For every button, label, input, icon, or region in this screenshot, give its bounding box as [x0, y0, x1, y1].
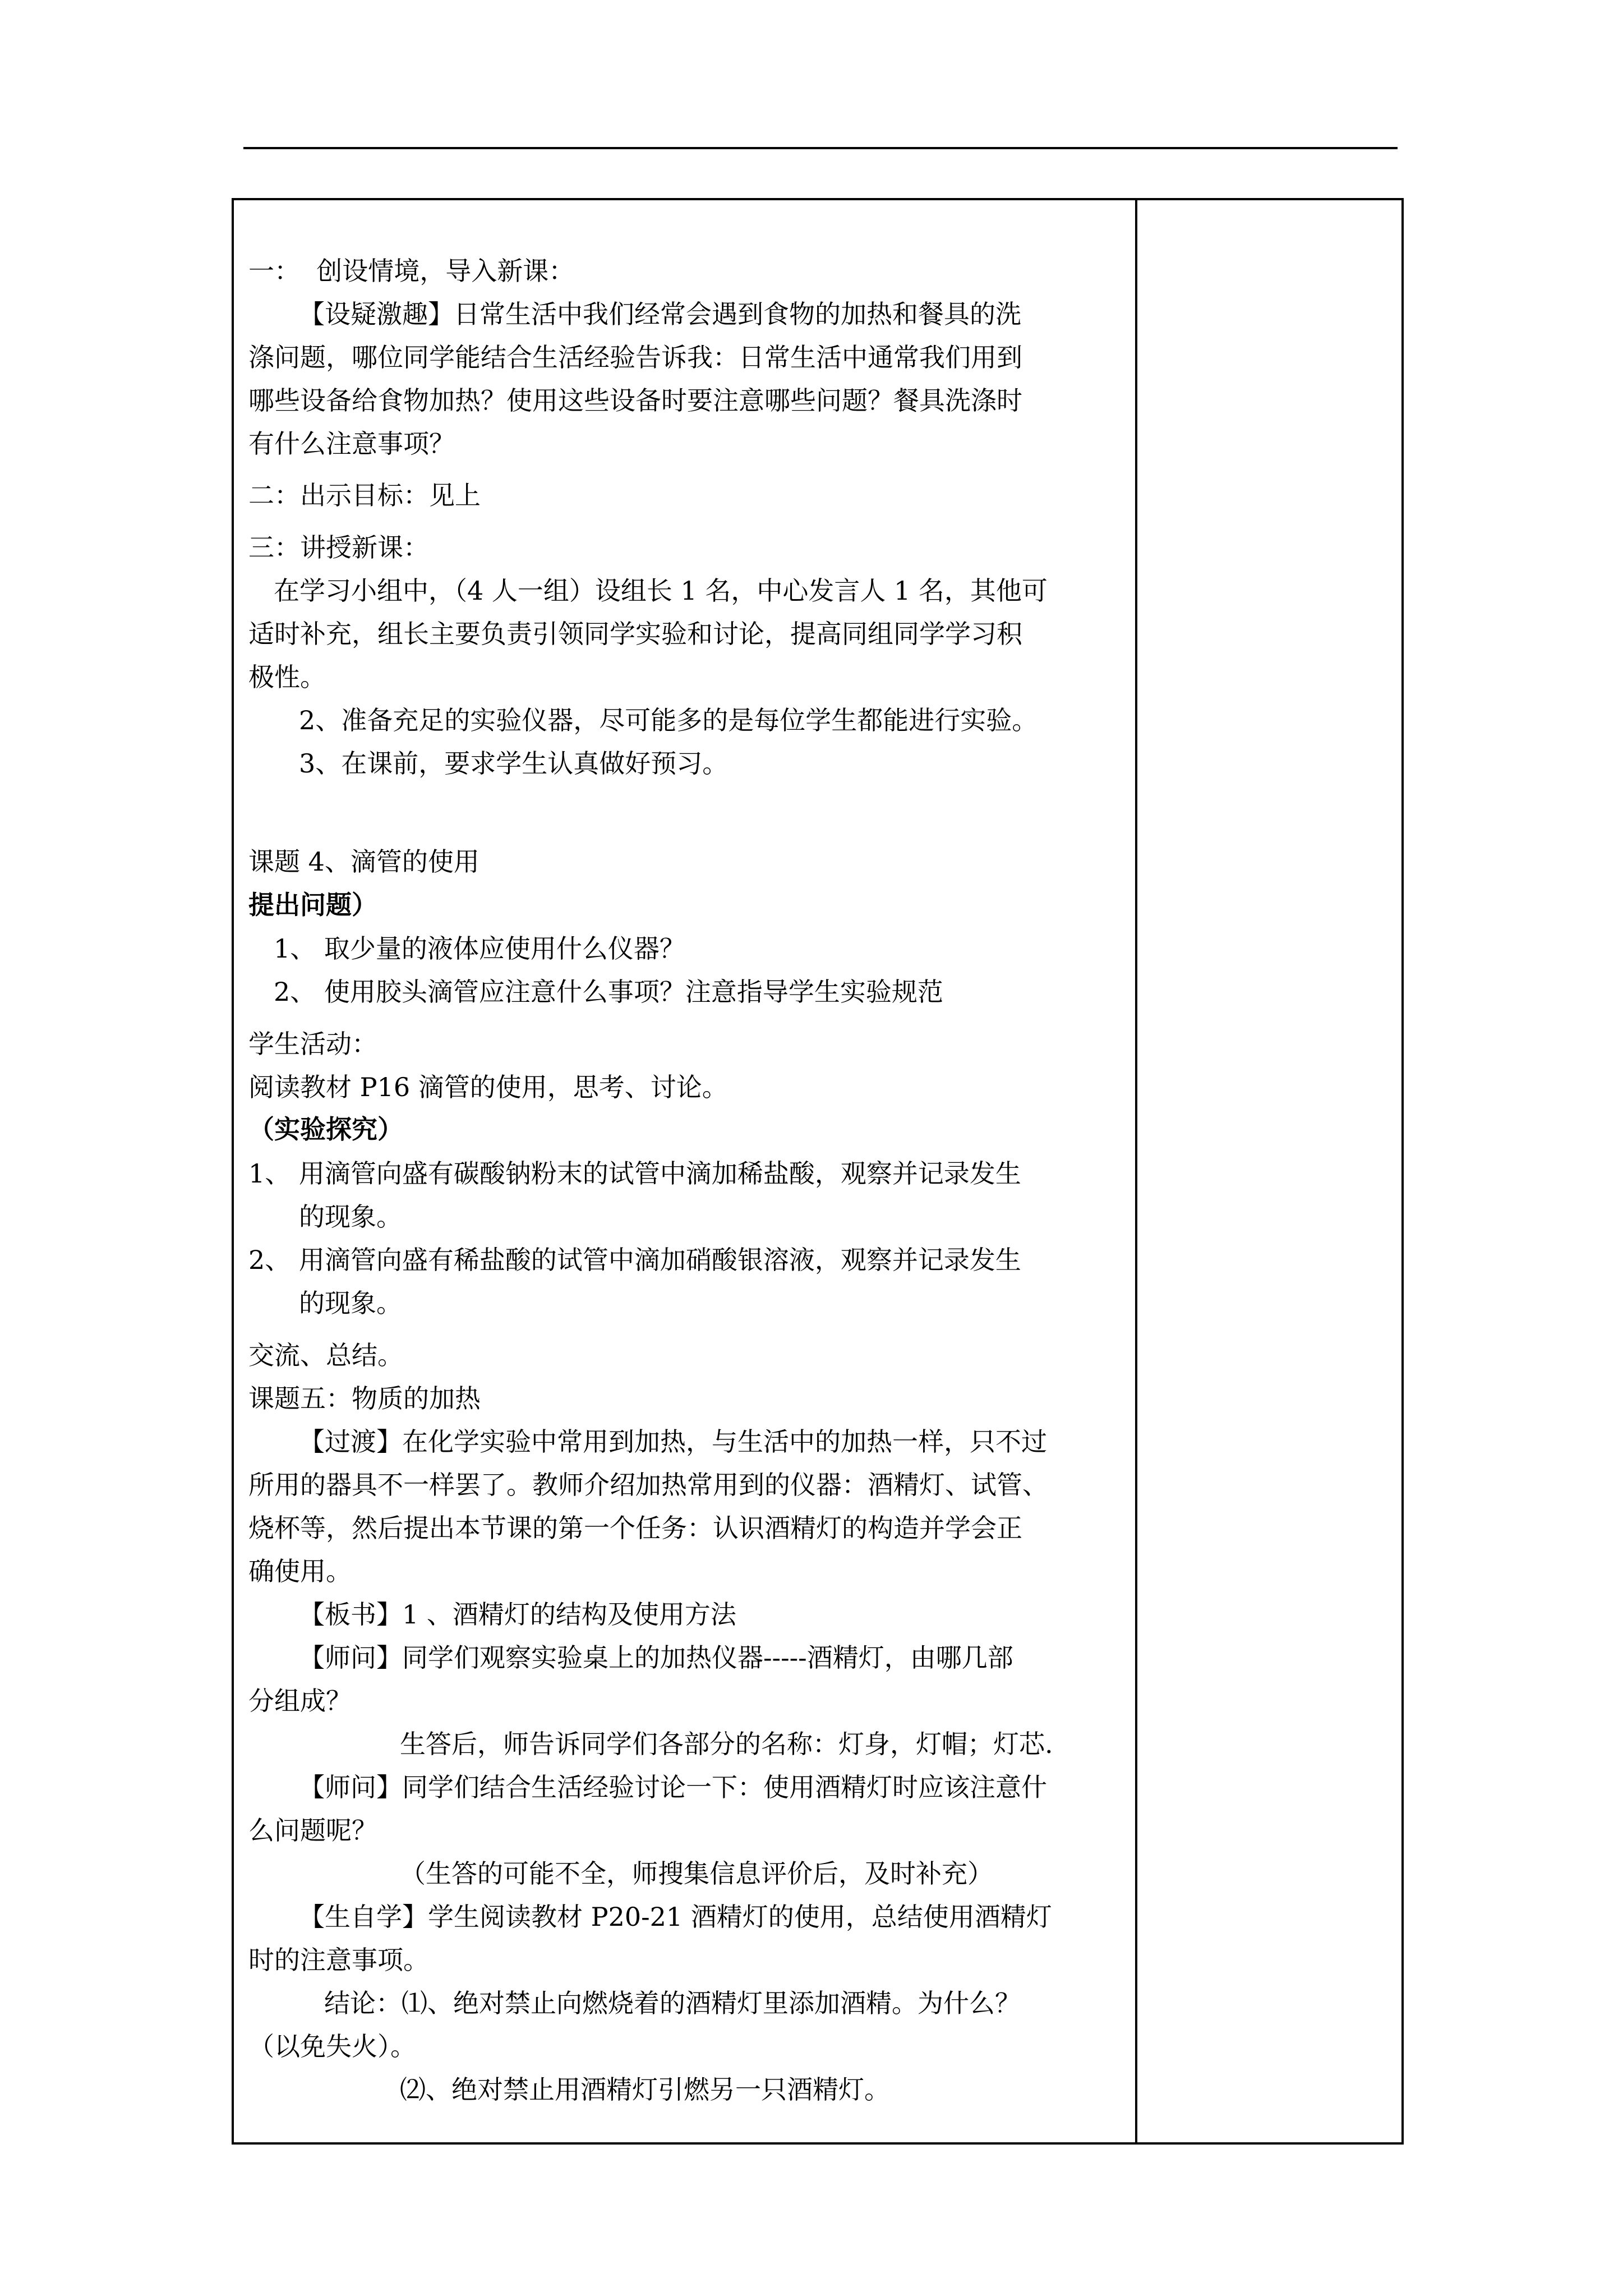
paragraph-line: 么问题呢？: [248, 1815, 377, 1846]
paragraph-line: （生答的可能不全，师搜集信息评价后，及时补充）: [400, 1858, 993, 1889]
paragraph-line: 所用的器具不一样罢了。教师介绍加热常用到的仪器：酒精灯、试管、: [248, 1470, 1048, 1500]
paragraph-line: 分组成？: [248, 1686, 352, 1716]
list-item: 2、 使用胶头滴管应注意什么事项？注意指导学生实验规范: [274, 977, 943, 1007]
paragraph-line: 【师问】同学们观察实验桌上的加热仪器-----酒精灯，由哪几部: [299, 1642, 1013, 1673]
paragraph-line: （以免失火）。: [248, 2031, 416, 2062]
paragraph-line: 阅读教材 P16 滴管的使用，思考、讨论。: [248, 1072, 728, 1102]
notes-cell: [1137, 200, 1401, 2142]
section-heading-goals: 二：出示目标：见上: [248, 480, 481, 510]
section-heading-teaching: 三：讲授新课：: [248, 532, 429, 563]
paragraph-line: 在学习小组中，（4 人一组）设组长 1 名，中心发言人 1 名，其他可: [274, 576, 1048, 606]
list-item: 1、 取少量的液体应使用什么仪器？: [274, 933, 685, 964]
subheading: 提出问题）: [248, 890, 377, 920]
paragraph-line: 【师问】同学们结合生活经验讨论一下：使用酒精灯时应该注意什: [299, 1772, 1047, 1802]
paragraph-line: ⑵、绝对禁止用酒精灯引燃另一只酒精灯。: [400, 2074, 890, 2105]
paragraph-line: 烧杯等，然后提出本节课的第一个任务：认识酒精灯的构造并学会正: [248, 1513, 1022, 1543]
topic-title: 课题 4、滴管的使用: [248, 846, 479, 877]
paragraph-line: 哪些设备给食物加热？使用这些设备时要注意哪些问题？餐具洗涤时: [248, 385, 1022, 416]
list-item: 2、 用滴管向盛有稀盐酸的试管中滴加硝酸银溶液，观察并记录发生: [248, 1245, 1021, 1275]
paragraph-line: 时的注意事项。: [248, 1945, 429, 1975]
paragraph-line: 确使用。: [248, 1556, 352, 1586]
list-item-continuation: 的现象。: [299, 1288, 402, 1318]
paragraph-line: 交流、总结。: [248, 1340, 403, 1370]
paragraph-line: 生答后，师告诉同学们各部分的名称：灯身，灯帽；灯芯.: [400, 1729, 1053, 1759]
paragraph-line: 涤问题，哪位同学能结合生活经验告诉我：日常生活中通常我们用到: [248, 342, 1022, 372]
label: 学生活动：: [248, 1029, 377, 1059]
paragraph-line: 【板书】1 、酒精灯的结构及使用方法: [299, 1599, 736, 1630]
paragraph-line: 【设疑激趣】日常生活中我们经常会遇到食物的加热和餐具的洗: [299, 299, 1021, 329]
list-item: 3、在课前，要求学生认真做好预习。: [299, 748, 728, 779]
list-item: 1、 用滴管向盛有碳酸钠粉末的试管中滴加稀盐酸，观察并记录发生: [248, 1158, 1021, 1189]
paragraph-line: 结论：⑴、绝对禁止向燃烧着的酒精灯里添加酒精。为什么？: [324, 1988, 1021, 2018]
paragraph-line: 适时补充，组长主要负责引领同学实验和讨论，提高同组同学学习积: [248, 619, 1022, 649]
paragraph-line: 有什么注意事项？: [248, 429, 455, 459]
section-heading-intro: 一： 创设情境，导入新课：: [248, 256, 575, 286]
list-item-continuation: 的现象。: [299, 1202, 402, 1232]
paragraph-line: 极性。: [248, 662, 326, 692]
list-item: 2、准备充足的实验仪器，尽可能多的是每位学生都能进行实验。: [299, 705, 1038, 735]
header-rule: [243, 147, 1398, 149]
paragraph-line: 【生自学】学生阅读教材 P20-21 酒精灯的使用，总结使用酒精灯: [299, 1902, 1052, 1932]
paragraph-line: 【过渡】在化学实验中常用到加热，与生活中的加热一样，只不过: [299, 1427, 1047, 1457]
topic-title: 课题五：物质的加热: [248, 1383, 481, 1414]
subheading: （实验探究）: [248, 1114, 403, 1144]
